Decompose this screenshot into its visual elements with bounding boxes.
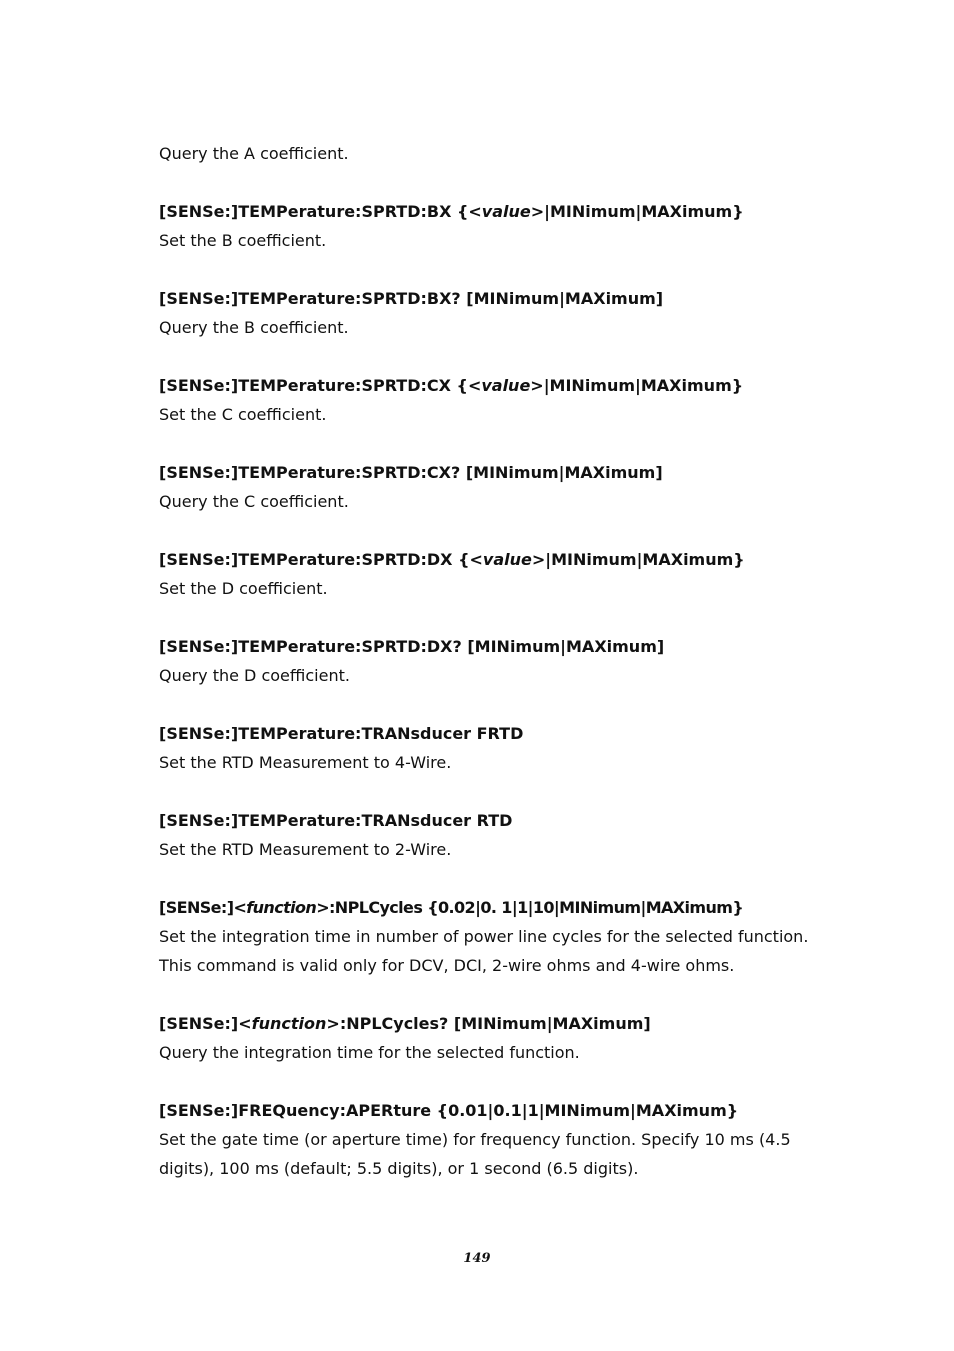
command-description: digits), 100 ms (default; 5.5 digits), or 1 second (6.5 digits). bbox=[159, 1159, 639, 1178]
command-entry bbox=[159, 284, 819, 342]
command-heading: [SENSe:]TEMPerature:SPRTD:CX? [MINimum|MAXimum] bbox=[159, 463, 663, 482]
command-heading: [SENSe:]TEMPerature:SPRTD:DX? [MINimum|MAXimum] bbox=[159, 637, 665, 656]
command-description: Set the D coefficient. bbox=[159, 579, 328, 598]
command-heading: [SENSe:]TEMPerature:SPRTD:CX {<value>|MINimum|MAXimum} bbox=[159, 376, 744, 395]
command-description: Set the gate time (or aperture time) for frequency function. Specify 10 ms (4.5 bbox=[159, 1130, 791, 1149]
command-description: Set the integration time in number of power line cycles for the selected function. bbox=[159, 927, 809, 946]
command-description: Set the B coefficient. bbox=[159, 231, 327, 250]
command-entry bbox=[159, 719, 819, 777]
command-heading: [SENSe:]TEMPerature:TRANsducer FRTD bbox=[159, 724, 524, 743]
command-entry bbox=[159, 458, 819, 516]
command-description: Query the C coefficient. bbox=[159, 492, 349, 511]
command-description: This command is valid only for DCV, DCI, 2-wire ohms and 4-wire ohms. bbox=[159, 956, 735, 975]
command-entry bbox=[159, 545, 819, 603]
page-number: 149 bbox=[463, 1251, 491, 1266]
command-entry bbox=[159, 632, 819, 690]
command-heading: [SENSe:]TEMPerature:SPRTD:DX {<value>|MINimum|MAXimum} bbox=[159, 550, 745, 569]
intro-text: Query the A coefficient. bbox=[159, 144, 349, 163]
command-entry bbox=[159, 893, 819, 980]
command-entry bbox=[159, 197, 819, 255]
command-entry bbox=[159, 371, 819, 429]
command-heading: [SENSe:]<function>:NPLCycles? [MINimum|MAXimum] bbox=[159, 1014, 651, 1033]
command-entry bbox=[159, 1009, 819, 1067]
command-heading: [SENSe:]TEMPerature:SPRTD:BX? [MINimum|MAXimum] bbox=[159, 289, 664, 308]
command-heading: [SENSe:]FREQuency:APERture {0.01|0.1|1|MINimum|MAXimum} bbox=[159, 1101, 739, 1120]
command-description: Query the B coefficient. bbox=[159, 318, 349, 337]
command-description: Set the RTD Measurement to 4-Wire. bbox=[159, 753, 452, 772]
command-description: Query the integration time for the selected function. bbox=[159, 1043, 580, 1062]
command-heading: [SENSe:]<function>:NPLCycles {0.02|0. 1|1|10|MINimum|MAXimum} bbox=[159, 898, 744, 917]
command-heading: [SENSe:]TEMPerature:SPRTD:BX {<value>|MINimum|MAXimum} bbox=[159, 202, 744, 221]
command-description: Set the RTD Measurement to 2-Wire. bbox=[159, 840, 452, 859]
command-entry bbox=[159, 1096, 819, 1183]
command-entry bbox=[159, 806, 819, 864]
page-content bbox=[159, 139, 819, 1183]
command-description: Query the D coefficient. bbox=[159, 666, 350, 685]
command-heading: [SENSe:]TEMPerature:TRANsducer RTD bbox=[159, 811, 513, 830]
command-description: Set the C coefficient. bbox=[159, 405, 327, 424]
